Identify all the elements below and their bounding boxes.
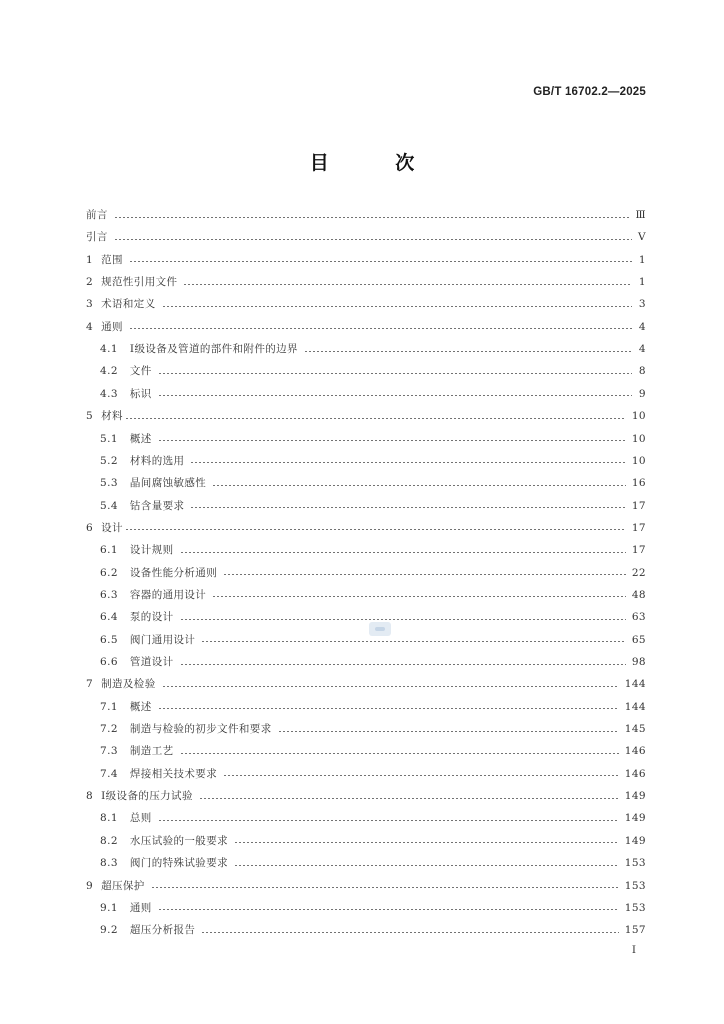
toc-entry-title: 泵的设计: [129, 611, 174, 624]
toc-entry[interactable]: [86, 852, 646, 874]
toc-dot-leader: [278, 731, 619, 732]
toc-entry[interactable]: [86, 405, 646, 427]
toc-entry-page: 1: [638, 253, 646, 266]
toc-entry-title: 水压试验的一般要求: [129, 834, 229, 847]
toc-entry-number: 4.3: [100, 387, 118, 400]
toc-entry-number: 6: [86, 521, 94, 534]
toc-entry[interactable]: [86, 204, 646, 226]
toc-entry[interactable]: [86, 584, 646, 606]
toc-entry[interactable]: [86, 360, 646, 382]
toc-entry-title: 钴含量要求: [129, 499, 185, 512]
toc-dot-leader: [223, 775, 619, 776]
toc-dot-leader: [158, 909, 619, 910]
toc-entry-page: 98: [631, 656, 646, 668]
page-title: 目 次: [309, 152, 445, 174]
toc-dot-leader: [180, 753, 619, 754]
toc-entry[interactable]: [86, 629, 646, 651]
toc-entry-page: 149: [624, 790, 646, 803]
toc-entry-page: 4: [638, 343, 646, 356]
toc-entry-title: 范围: [101, 253, 123, 266]
toc-entry-title: 阀门的特殊试验要求: [129, 857, 229, 870]
toc-entry-page: 153: [624, 901, 646, 914]
toc-entry-number: 6.3: [100, 588, 118, 601]
toc-entry-number: 7.4: [100, 767, 118, 780]
toc-entry-page: 17: [631, 544, 646, 557]
toc-entry-title: 规范性引用文件: [101, 276, 178, 289]
toc-entry[interactable]: [86, 271, 646, 293]
toc-dot-leader: [304, 351, 632, 352]
toc-entry-number: 6.1: [100, 544, 118, 557]
toc-dot-leader: [125, 418, 626, 419]
toc-dot-leader: [212, 596, 626, 597]
toc-entry-page: Ⅴ: [638, 231, 646, 244]
toc-entry-number: 9.1: [100, 901, 118, 914]
toc-entry-page: 17: [631, 521, 646, 534]
toc-entry-title: 概述: [129, 432, 152, 445]
toc-entry-page: 16: [631, 477, 646, 490]
toc-entry-page: 17: [631, 499, 646, 512]
toc-entry[interactable]: [86, 539, 646, 561]
toc-entry-page: 153: [624, 879, 646, 892]
toc-entry-number: 7.3: [100, 745, 118, 758]
toc-entry-page: Ⅲ: [635, 209, 646, 221]
toc-entry[interactable]: [86, 807, 646, 829]
toc-dot-leader: [129, 328, 632, 329]
toc-entry-page: 153: [624, 857, 646, 870]
toc-entry-title: 通则: [129, 901, 152, 914]
toc-entry-title: 文件: [129, 365, 152, 378]
toc-entry-title: 设计: [101, 521, 123, 534]
toc-entry[interactable]: [86, 696, 646, 718]
toc-entry[interactable]: [86, 785, 646, 807]
toc-dot-leader: [201, 641, 626, 642]
toc-entry-title: 前言: [86, 209, 108, 221]
toc-dot-leader: [114, 239, 632, 240]
toc-entry-number: 6.4: [100, 611, 118, 624]
toc-entry-title: 材料: [101, 410, 123, 423]
toc-entry[interactable]: [86, 830, 646, 852]
toc-dot-leader: [158, 708, 619, 709]
toc-entry[interactable]: [86, 651, 646, 673]
footer-page-number: Ⅰ: [631, 944, 636, 956]
toc-entry-title: 管道设计: [129, 656, 174, 668]
toc-entry-page: 145: [624, 723, 646, 736]
toc-entry-number: 5.3: [100, 477, 118, 490]
toc-dot-leader: [162, 306, 632, 307]
toc-entry-title: 制造及检验: [101, 678, 156, 691]
toc-entry[interactable]: [86, 718, 646, 740]
toc-entry-page: 10: [631, 410, 646, 423]
toc-entry-title: 晶间腐蚀敏感性: [129, 477, 207, 490]
toc-dot-leader: [212, 485, 626, 486]
toc-entry-title: 概述: [129, 700, 152, 713]
toc-entry-page: 4: [638, 320, 646, 333]
toc-entry-page: 1: [638, 276, 646, 289]
toc-entry[interactable]: [86, 249, 646, 271]
toc-entry[interactable]: [86, 897, 646, 919]
toc-entry-page: 3: [638, 298, 646, 311]
toc-dot-leader: [151, 887, 619, 888]
toc-dot-leader: [180, 619, 626, 620]
toc-entry-number: 8.3: [100, 857, 118, 870]
toc-dot-leader: [158, 373, 632, 374]
toc-entry-page: 146: [624, 745, 646, 758]
toc-entry[interactable]: [86, 875, 646, 897]
toc-dot-leader: [114, 217, 630, 218]
toc-entry-title: 容器的通用设计: [129, 588, 207, 601]
toc-entry[interactable]: [86, 517, 646, 539]
toc-entry-title: 制造工艺: [129, 745, 174, 758]
toc-entry-number: 1: [86, 253, 94, 266]
toc-entry-number: 9: [86, 879, 94, 892]
toc-dot-leader: [158, 440, 626, 441]
toc-entry-title: 总则: [129, 812, 152, 825]
toc-entry-number: 4.1: [100, 343, 118, 356]
toc-entry-number: 4: [86, 320, 94, 333]
toc-dot-leader: [234, 865, 619, 866]
toc-entry-title: Ⅰ级设备的压力试验: [101, 790, 193, 803]
toc-entry-page: 9: [638, 387, 646, 400]
toc-entry-title: 焊接相关技术要求: [129, 767, 218, 780]
toc-entry[interactable]: [86, 763, 646, 785]
toc-dot-leader: [180, 664, 626, 665]
toc-entry-page: 8: [638, 365, 646, 378]
toc-dot-leader: [234, 842, 619, 843]
toc-dot-leader: [199, 798, 619, 799]
watermark-logo: [369, 622, 391, 636]
toc-entry-title: 材料的选用: [129, 454, 185, 467]
toc-entry-page: 22: [631, 566, 646, 579]
toc-entry-title: Ⅰ级设备及管道的部件和附件的边界: [129, 343, 298, 356]
toc-dot-leader: [190, 507, 625, 508]
toc-entry-title: 制造与检验的初步文件和要求: [129, 723, 272, 736]
toc-entry[interactable]: [86, 383, 646, 405]
standard-number: GB/T 16702.2—2025: [533, 86, 646, 98]
toc-entry-page: 157: [624, 924, 646, 937]
toc-entry[interactable]: [86, 673, 646, 695]
toc-entry-number: 7.1: [100, 700, 118, 713]
toc-entry-number: 7: [86, 678, 94, 691]
toc-entry[interactable]: [86, 226, 646, 248]
toc-entry-page: 10: [631, 454, 646, 467]
toc-entry-title: 设计规则: [129, 544, 174, 557]
toc-entry-number: 3: [86, 298, 94, 311]
toc-entry-page: 10: [631, 432, 646, 445]
toc-entry-number: 5.4: [100, 499, 118, 512]
toc-entry-title: 超压分析报告: [129, 924, 196, 937]
toc-entry-page: 65: [631, 633, 646, 646]
toc-entry-number: 6.5: [100, 633, 118, 646]
toc-entry-title: 引言: [86, 231, 108, 244]
toc-dot-leader: [223, 574, 626, 575]
toc-entry-number: 9.2: [100, 924, 118, 937]
toc-entry[interactable]: [86, 919, 646, 941]
toc-entry-page: 149: [624, 812, 646, 825]
toc-entry-number: 8.2: [100, 834, 118, 847]
toc-entry[interactable]: [86, 495, 646, 517]
toc-dot-leader: [180, 552, 626, 553]
toc-entry[interactable]: [86, 316, 646, 338]
toc-entry[interactable]: [86, 606, 646, 628]
toc-entry-title: 通则: [101, 320, 123, 333]
toc-entry-title: 超压保护: [101, 879, 145, 892]
toc-entry-number: 5.2: [100, 454, 118, 467]
toc-entry-number: 8: [86, 790, 94, 803]
toc-entry-page: 48: [631, 588, 646, 601]
toc-dot-leader: [162, 686, 619, 687]
toc-entry-title: 阀门通用设计: [129, 633, 196, 646]
toc-dot-leader: [158, 395, 632, 396]
toc-entry-title: 术语和定义: [101, 298, 156, 311]
toc-entry-number: 2: [86, 276, 94, 289]
toc-entry-number: 7.2: [100, 723, 118, 736]
toc-entry-number: 6.2: [100, 566, 118, 579]
toc-entry-number: 5: [86, 410, 94, 423]
toc-dot-leader: [183, 284, 632, 285]
toc-dot-leader: [201, 932, 618, 933]
toc-dot-leader: [125, 529, 626, 530]
toc-entry-number: 6.6: [100, 656, 118, 668]
toc-entry-title: 设备性能分析通则: [129, 566, 218, 579]
toc-entry-number: 5.1: [100, 432, 118, 445]
toc-entry-page: 146: [624, 767, 646, 780]
toc-entry[interactable]: [86, 562, 646, 584]
toc-entry[interactable]: [86, 293, 646, 315]
toc-entry-page: 144: [624, 700, 646, 713]
toc-entry[interactable]: [86, 338, 646, 360]
toc-entry[interactable]: [86, 472, 646, 494]
toc-entry-page: 63: [631, 611, 646, 624]
toc-dot-leader: [129, 261, 632, 262]
toc-entry[interactable]: [86, 428, 646, 450]
toc-dot-leader: [158, 820, 619, 821]
toc-entry[interactable]: [86, 740, 646, 762]
toc-entry-title: 标识: [129, 387, 152, 400]
toc-entry-page: 149: [624, 834, 646, 847]
toc-dot-leader: [190, 462, 625, 463]
toc-entry-number: 4.2: [100, 365, 118, 378]
toc-entry[interactable]: [86, 450, 646, 472]
toc-entry-number: 8.1: [100, 812, 118, 825]
toc-entry-page: 144: [624, 678, 646, 691]
